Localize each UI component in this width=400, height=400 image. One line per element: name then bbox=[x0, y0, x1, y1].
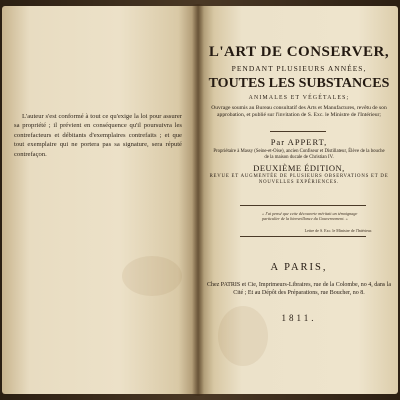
author-name: Par APPERT, bbox=[270, 137, 328, 147]
title-subline: PENDANT PLUSIEURS ANNÉES, bbox=[231, 64, 367, 73]
title-substances: TOUTES LES SUBSTANCES bbox=[208, 76, 390, 91]
title-animal-vegetal: ANIMALES ET VÉGÉTALES; bbox=[248, 95, 350, 101]
divider-rule bbox=[270, 131, 326, 132]
paper-stain bbox=[122, 256, 182, 296]
left-page bbox=[2, 6, 198, 394]
publisher-info: Chez PATRIS et Cie, Imprimeurs-Libraires, rue de la Colombe, no 4, dans la Cité ; Et au Dépôt des Préparations, rue Boucher, no 8. bbox=[206, 282, 392, 296]
work-description: Ouvrage soumis au Bureau consultatif des Arts et Manufactures, revêtu de son approbation, et publié sur l'invitation de S. Exc. le Ministre de l'Intérieur; bbox=[211, 105, 387, 118]
author-details: Propriétaire à Massy (Seine-et-Oise), ancien Confiseur et Distillateur, Élève de la bouche de la maison ducale de Christian IV. bbox=[213, 149, 385, 160]
edition-details: REVUE ET AUGMENTÉE DE PLUSIEURS OBSERVATIONS ET DE NOUVELLES EXPÉRIENCES. bbox=[209, 174, 389, 185]
title-main: L'ART DE CONSERVER, bbox=[208, 44, 390, 60]
edition-label: DEUXIÈME ÉDITION, bbox=[253, 163, 345, 173]
copyright-notice: L'auteur s'est conformé à tout ce qu'exige la loi pour assurer sa propriété ; il prévient en conséquence qu'il poursuivra les contrefacteurs et débitants d'exemplaires contrefaits ; et que tout exemplaire qui ne portera pas sa signature, sera réputé contrefaçon. bbox=[14, 113, 182, 158]
epigraph-source: Lettre de S. Exc. le Ministre de l'Intérieur. bbox=[304, 228, 372, 233]
publication-year: 1811. bbox=[281, 313, 317, 323]
divider-rule bbox=[240, 236, 366, 237]
publication-place: A PARIS, bbox=[270, 262, 328, 273]
epigraph-quote: « J'ai pensé que cette découverte méritait un témoignage particulier de la bienveillance du Gouvernement. » bbox=[262, 211, 358, 222]
divider-rule bbox=[240, 205, 366, 206]
book-gutter bbox=[192, 4, 204, 396]
